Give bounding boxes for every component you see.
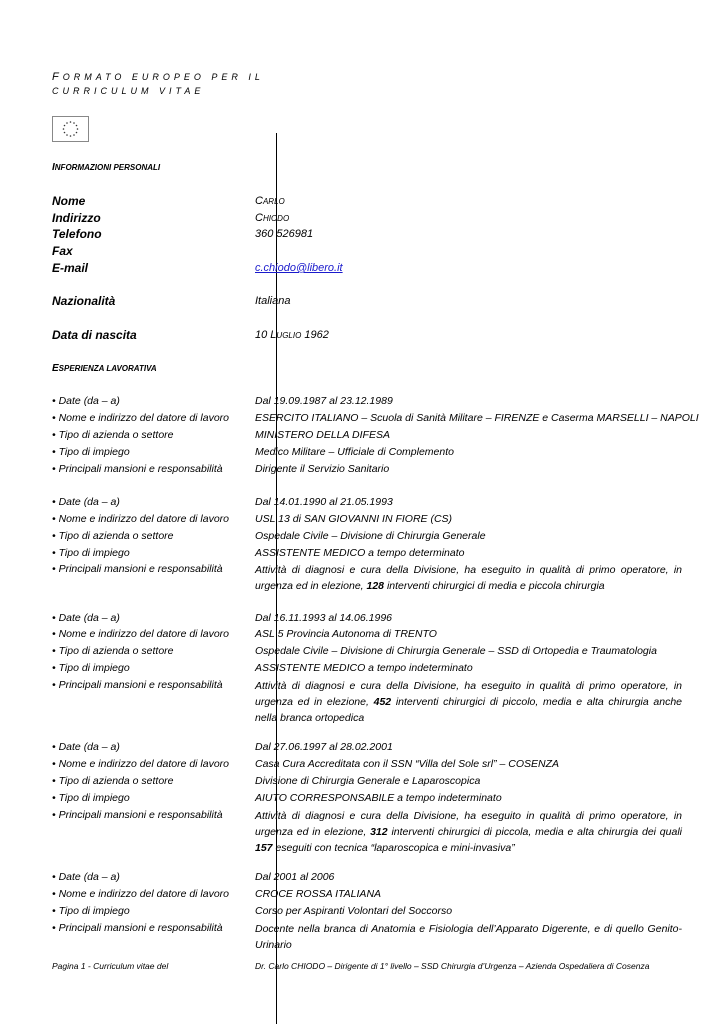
job-4-duties: Attività di diagnosi e cura della Divisione, ha eseguito in qualità di primo operatore, in urgenza ed in elezione, 312 interventi chirurgici di piccola, media e alta chirurgia dei quali 157 eseguiti con tecnica “laparoscopica e mini-invasiva” <box>255 810 682 854</box>
footer-right: Dr. Carlo CHIODO – Dirigente di 1° livello – SSD Chirurgia d’Urgenza – Azienda Ospedaliera di Cosenza <box>255 961 650 971</box>
job-2-employer-label: • Nome e indirizzo del datore di lavoro <box>52 513 230 525</box>
job-1-employer: ESERCITO ITALIANO – Scuola di Sanità Militare – FIRENZE e Caserma MARSELLI – NAPOLI <box>255 412 699 424</box>
value-telefono: 360 526981 <box>255 228 314 240</box>
value-nome: CARLO <box>255 195 285 207</box>
job-3-duties: Attività di diagnosi e cura della Divisione, ha eseguito in qualità di primo operatore, in urgenza ed in elezione, 452 interventi chirurgici di piccolo, media e alta chirurgia anche nella branca ortopedica <box>255 680 683 724</box>
job-2-duties: Attività di diagnosi e cura della Divisione, ha eseguito in qualità di primo operatore, in urgenza ed in elezione, 128 interventi chirurgici di media e piccola chirurgia <box>255 564 682 592</box>
job-5-date-label: • Date (da – a) <box>52 871 120 883</box>
job-2-sector-label: • Tipo di azienda o settore <box>52 530 174 542</box>
email-link[interactable]: c.chiodo@libero.it <box>255 262 343 274</box>
job-5-employer: CROCE ROSSA ITALIANA <box>255 888 382 900</box>
job-3-sector: Ospedale Civile – Divisione di Chirurgia Generale – SSD di Ortopedia e Traumatologia <box>255 645 657 657</box>
job-3-date-label: • Date (da – a) <box>52 612 120 624</box>
label-fax: Fax <box>52 244 73 258</box>
value-nazionalita: Italiana <box>255 295 291 307</box>
job-2-employer: USL 13 di SAN GIOVANNI IN FIORE (CS) <box>255 513 453 525</box>
job-5-date: Dal 2001 al 2006 <box>255 871 335 883</box>
job-3-sector-label: • Tipo di azienda o settore <box>52 645 174 657</box>
job-4-employer-label: • Nome e indirizzo del datore di lavoro <box>52 758 230 770</box>
job-2-date: Dal 14.01.1990 al 21.05.1993 <box>255 496 393 508</box>
job-4-job: AIUTO CORRESPONSABILE a tempo indeterminato <box>255 792 502 804</box>
job-5-duties-label: • Principali mansioni e responsabilità <box>52 922 223 934</box>
job-2-job-label: • Tipo di impiego <box>52 547 130 559</box>
job-4-sector-label: • Tipo di azienda o settore <box>52 775 174 787</box>
job-3-employer: ASL 5 Provincia Autonoma di TRENTO <box>255 628 437 640</box>
job-4-duties-label: • Principali mansioni e responsabilità <box>52 809 223 821</box>
job-2-date-label: • Date (da – a) <box>52 496 120 508</box>
label-telefono: Telefono <box>52 227 102 241</box>
eu-flag-icon <box>52 116 89 142</box>
job-3-job-label: • Tipo di impiego <box>52 662 130 674</box>
label-indirizzo: Indirizzo <box>52 211 101 225</box>
footer-left: Pagina 1 - Curriculum vitae del <box>52 961 169 971</box>
label-data-nascita: Data di nascita <box>52 328 137 342</box>
job-4-sector: Divisione di Chirurgia Generale e Laparoscopica <box>255 775 481 787</box>
job-3-date: Dal 16.11.1993 al 14.06.1996 <box>255 612 393 624</box>
job-4-employer: Casa Cura Accreditata con il SSN “Villa del Sole srl” – COSENZA <box>255 758 560 770</box>
job-1-date: Dal 19.09.1987 al 23.12.1989 <box>255 395 393 407</box>
job-4-date-label: • Date (da – a) <box>52 741 120 753</box>
job-1-job-label: • Tipo di impiego <box>52 446 130 458</box>
cv-title-line2: CURRICULUM VITAE <box>52 86 205 96</box>
job-3-duties-label: • Principali mansioni e responsabilità <box>52 679 223 691</box>
job-1-duties-label: • Principali mansioni e responsabilità <box>52 463 223 475</box>
label-nazionalita: Nazionalità <box>52 294 116 308</box>
job-4-date: Dal 27.06.1997 al 28.02.2001 <box>255 741 393 753</box>
job-1-job: Medico Militare – Ufficiale di Complemento <box>255 446 454 458</box>
job-1-duties: Dirigente il Servizio Sanitario <box>255 463 390 475</box>
job-5-job-label: • Tipo di impiego <box>52 905 130 917</box>
cv-title-line1: FORMATO EUROPEO PER IL <box>52 71 264 83</box>
job-1-sector-label: • Tipo di azienda o settore <box>52 429 174 441</box>
value-email <box>255 262 343 274</box>
job-1-employer-label: • Nome e indirizzo del datore di lavoro <box>52 412 230 424</box>
job-4-job-label: • Tipo di impiego <box>52 792 130 804</box>
section-personal-info: INFORMAZIONI PERSONALI <box>52 162 161 173</box>
value-data-nascita: 10 LUGLIO 1962 <box>255 329 329 341</box>
job-5-job: Corso per Aspiranti Volontari del Soccorso <box>255 905 453 917</box>
label-nome: Nome <box>52 194 86 208</box>
job-5-employer-label: • Nome e indirizzo del datore di lavoro <box>52 888 230 900</box>
job-3-job: ASSISTENTE MEDICO a tempo indeterminato <box>255 662 473 674</box>
job-1-date-label: • Date (da – a) <box>52 395 120 407</box>
job-3-employer-label: • Nome e indirizzo del datore di lavoro <box>52 628 230 640</box>
section-work-experience: ESPERIENZA LAVORATIVA <box>52 363 157 374</box>
value-indirizzo: CHIODO <box>255 212 290 224</box>
job-2-sector: Ospedale Civile – Divisione di Chirurgia Generale <box>255 530 486 542</box>
label-email: E-mail <box>52 261 89 275</box>
job-2-job: ASSISTENTE MEDICO a tempo determinato <box>255 547 465 559</box>
job-2-duties-label: • Principali mansioni e responsabilità <box>52 563 223 575</box>
job-5-duties: Docente nella branca di Anatomia e Fisiologia dell’Apparato Digerente, e di quello Genito-Urinario <box>255 923 682 951</box>
job-1-sector: MINISTERO DELLA DIFESA <box>255 429 390 441</box>
